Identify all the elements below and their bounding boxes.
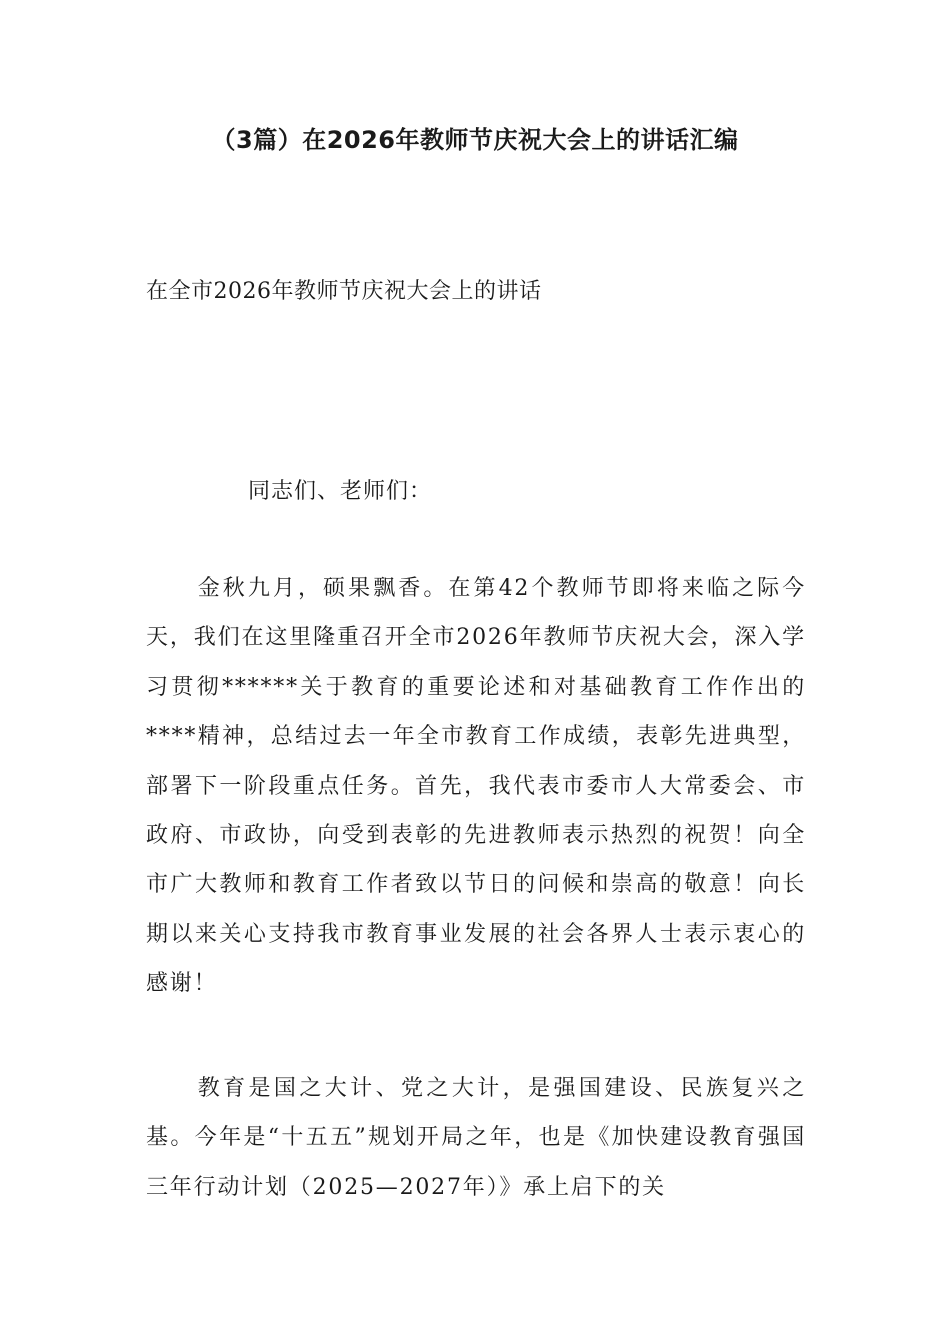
speech-heading: 在全市2026年教师节庆祝大会上的讲话	[146, 279, 542, 304]
salutation: 同志们、老师们：	[248, 479, 433, 504]
body-paragraph-2: 教育是国之大计、党之大计，是强国建设、民族复兴之基。今年是“十五五”规划开局之年，也是《加快建设教育强国三年行动计划（2025—2027年）》承上启下的关	[146, 1076, 806, 1200]
document-title: （3篇）在2026年教师节庆祝大会上的讲话汇编	[211, 126, 739, 154]
body-paragraph-1: 金秋九月，硕果飘香。在第42个教师节即将来临之际今天，我们在这里隆重召开全市2026年教师节庆祝大会，深入学习贯彻******关于教育的重要论述和对基础教育工作作出的****精神，总结过去一年全市教育工作成绩，表彰先进典型，部署下一阶段重点任务。首先，我代表市委市人大常委会、市政府、市政协，向受到表彰的先进教师表示热烈的祝贺！向全市广大教师和教育工作者致以节日的问候和崇高的敬意！向长期以来关心支持我市教育事业发展的社会各界人士表示衷心的感谢！	[146, 576, 806, 997]
